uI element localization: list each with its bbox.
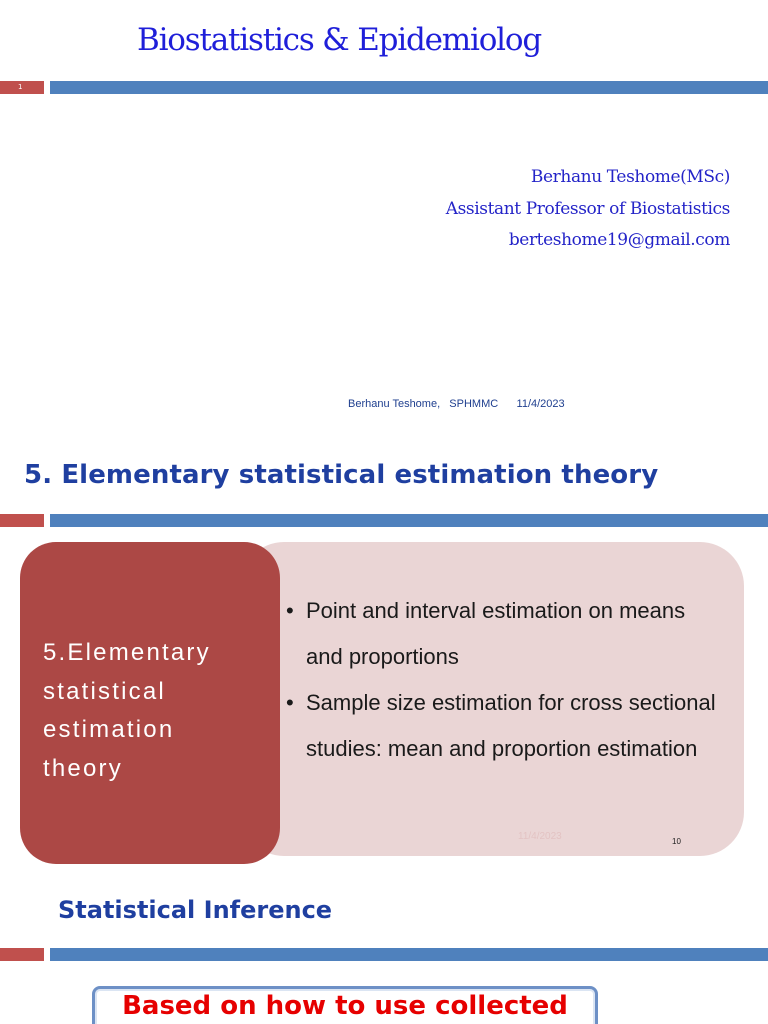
author-email: berteshome19@gmail.com (508, 230, 730, 250)
callout-box (92, 986, 598, 1024)
bullet-dot-icon: • (286, 598, 294, 623)
accent-bar-blue (50, 81, 768, 94)
slide-heading: 5. Elementary statistical estimation theory (24, 460, 659, 490)
accent-bar-red (0, 514, 44, 527)
slide-footer: Berhanu Teshome, SPHMMC 11/4/2023 (348, 398, 565, 410)
accent-bar-red (0, 948, 44, 961)
slide-heading: Statistical Inference (58, 896, 333, 924)
author-position: Assistant Professor of Biostatistics (445, 198, 730, 219)
page-number: 10 (672, 837, 681, 846)
slide-title-heading: Biostatistics & Epidemiolog (137, 22, 542, 58)
callout-text: Based on how to use collected (122, 991, 568, 1021)
author-block (446, 162, 730, 257)
slide-title (0, 0, 768, 432)
list-item (286, 680, 726, 772)
accent-bar-blue (50, 514, 768, 527)
bullet-dot-icon: • (286, 690, 294, 715)
slide-number: 1 (18, 83, 23, 91)
topic-label: 5.Elementary statistical estimation theory (43, 639, 211, 782)
topic-box (20, 542, 280, 864)
author-name: Berhanu Teshome(MSc) (530, 167, 730, 187)
slide-statistical-inference (0, 868, 768, 1024)
bullet-list (286, 588, 726, 772)
bullet-text: Sample size estimation for cross sectional studies: mean and proportion estimation (306, 690, 716, 761)
slide-estimation-theory (0, 432, 768, 868)
slide-date: 11/4/2023 (518, 831, 562, 842)
bullet-text: Point and interval estimation on means and proportions (306, 598, 686, 669)
accent-bar-blue (50, 948, 768, 961)
list-item (286, 588, 726, 680)
